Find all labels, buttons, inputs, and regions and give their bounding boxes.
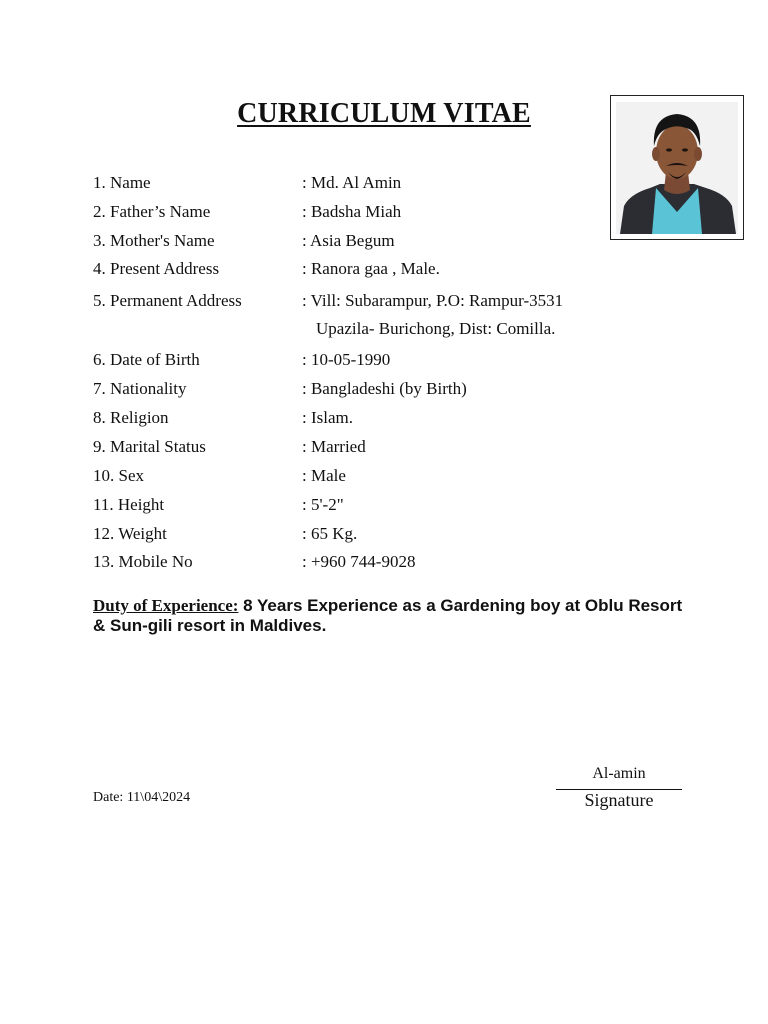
profile-photo [610, 95, 744, 240]
detail-label: 2. Father’s Name [93, 202, 211, 221]
detail-value: : Vill: Subarampur, P.O: Rampur-3531 [302, 291, 564, 310]
detail-label: 10. Sex [93, 466, 144, 485]
detail-value: : Badsha Miah [302, 202, 402, 221]
document-date: Date: 11\04\2024 [93, 790, 191, 805]
detail-label: 9. Marital Status [93, 437, 206, 456]
detail-value: : +960 744-9028 [302, 552, 416, 571]
detail-label: 1. Name [93, 173, 151, 192]
detail-value: : Md. Al Amin [302, 173, 402, 192]
detail-label: 13. Mobile No [93, 552, 193, 571]
person-photo-icon [616, 102, 738, 234]
detail-value: : Asia Begum [302, 231, 395, 250]
detail-value: : Bangladeshi (by Birth) [302, 379, 467, 398]
detail-value: : Ranora gaa , Male. [302, 259, 440, 278]
duty-of-experience [93, 596, 693, 636]
detail-label: 4. Present Address [93, 259, 220, 278]
detail-label: 6. Date of Birth [93, 350, 200, 369]
detail-value: : Islam. [302, 408, 353, 427]
detail-label: 11. Height [93, 495, 165, 514]
signature-name: Al-amin [592, 765, 646, 782]
detail-value: : 10-05-1990 [302, 350, 391, 369]
signature-label: Signature [584, 790, 654, 810]
detail-label: 3. Mother's Name [93, 231, 215, 250]
document-title: CURRICULUM VITAE [237, 98, 531, 129]
detail-value: : 5'-2" [302, 495, 344, 514]
permanent-address-continuation: Upazila- Burichong, Dist: Comilla. [316, 319, 556, 338]
detail-label: 5. Permanent Address [93, 291, 242, 310]
detail-label: 8. Religion [93, 408, 169, 427]
detail-label: 12. Weight [93, 524, 167, 543]
duty-text: 8 Years Experience as a Gardening boy at Oblu Resort & Sun-gili resort in Maldives. [93, 596, 683, 635]
detail-value: : 65 Kg. [302, 524, 358, 543]
detail-value: : Male [302, 466, 346, 485]
duty-label: Duty of Experience: [93, 596, 239, 615]
detail-value: : Married [302, 437, 366, 456]
detail-label: 7. Nationality [93, 379, 187, 398]
